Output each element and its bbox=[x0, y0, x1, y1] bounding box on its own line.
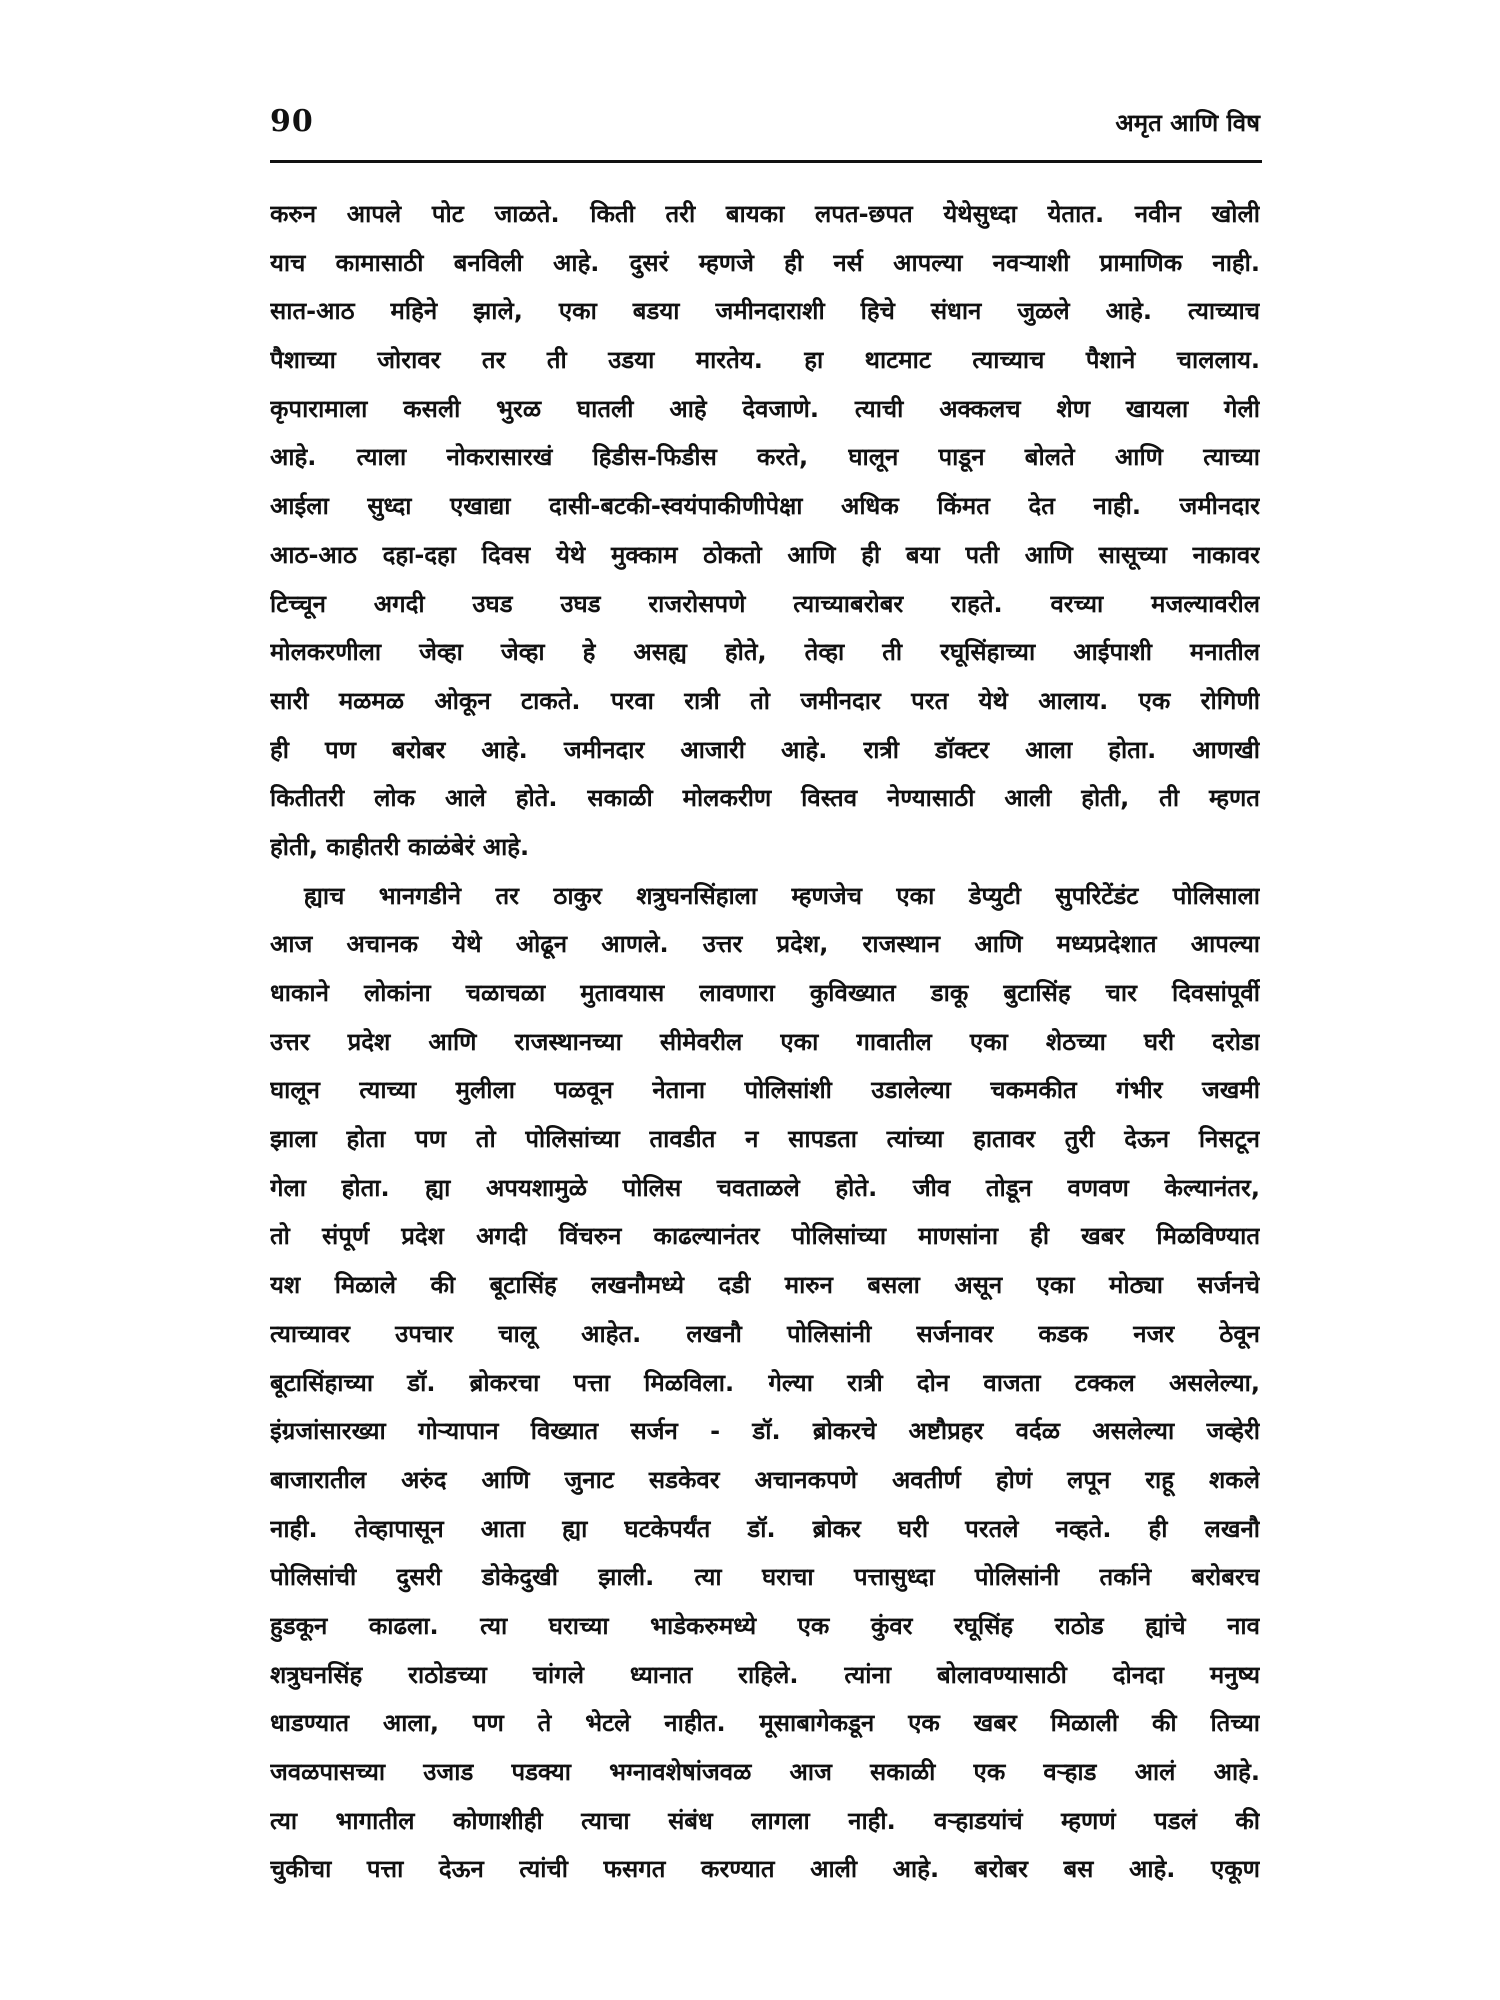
text-line: झाला होता पण तो पोलिसांच्या तावडीत न सापडता त्यांच्या हातावर तुरी देऊन निसटून bbox=[270, 1125, 1260, 1154]
text-line: आहे. त्याला नोकरासारखं हिडीस-फिडीस करते, घालून पाडून बोलते आणि त्याच्या bbox=[270, 443, 1260, 472]
text-line: नाही. तेव्हापासून आता ह्या घटकेपर्यंत डॉ. ब्रोकर घरी परतले नव्हते. ही लखनौ bbox=[270, 1514, 1260, 1543]
text-line: टिच्चून अगदी उघड उघड राजरोसपणे त्याच्याबरोबर राहते. वरच्या मजल्यावरील bbox=[270, 589, 1260, 618]
running-title: अमृत आणि विष bbox=[1115, 109, 1260, 137]
text-line: आईला सुध्दा एखाद्या दासी-बटकी-स्वयंपाकीणीपेक्षा अधिक किंमत देत नाही. जमीनदार bbox=[270, 492, 1260, 521]
text-line: इंग्रजांसारख्या गोऱ्यापान विख्यात सर्जन - डॉ. ब्रोकरचे अष्टौप्रहर वर्दळ असलेल्या जव्हेरी bbox=[270, 1417, 1260, 1446]
text-line: उत्तर प्रदेश आणि राजस्थानच्या सीमेवरील एका गावातील एका शेठच्या घरी दरोडा bbox=[270, 1027, 1260, 1056]
text-line: करुन आपले पोट जाळते. किती तरी बायका लपत-छपत येथेसुध्दा येतात. नवीन खोली bbox=[270, 200, 1260, 228]
text-line: पोलिसांची दुसरी डोकेदुखी झाली. त्या घराचा पत्तासुध्दा पोलिसांनी तर्काने बरोबरच bbox=[270, 1563, 1260, 1592]
paragraph-end-line: होती, काहीतरी काळंबेरं आहे. bbox=[270, 832, 530, 861]
text-line: हुडकून काढला. त्या घराच्या भाडेकरुमध्ये एक कुंवर रघूसिंह राठोड ह्यांचे नाव bbox=[270, 1611, 1260, 1640]
text-line: चुकीचा पत्ता देऊन त्यांची फसगत करण्यात आली आहे. बरोबर बस आहे. एकूण bbox=[270, 1855, 1260, 1884]
text-line: जवळपासच्या उजाड पडक्या भग्नावशेषांजवळ आज सकाळी एक वऱ्हाड आलं आहे. bbox=[270, 1758, 1260, 1786]
page-number: 90 bbox=[270, 104, 314, 139]
text-line: गेला होता. ह्या अपयशामुळे पोलिस चवताळले होते. जीव तोडून वणवण केल्यानंतर, bbox=[270, 1173, 1260, 1202]
text-line: बूटासिंहाच्या डॉ. ब्रोकरचा पत्ता मिळविला. गेल्या रात्री दोन वाजता टक्कल असलेल्या, bbox=[270, 1368, 1260, 1397]
header-rule bbox=[270, 160, 1262, 163]
text-line: तो संपूर्ण प्रदेश अगदी विंचरुन काढल्यानंतर पोलिसांच्या माणसांना ही खबर मिळविण्यात bbox=[270, 1222, 1260, 1251]
text-line: सात-आठ महिने झाले, एका बडया जमीनदाराशी हिचे संधान जुळले आहे. त्याच्याच bbox=[270, 297, 1260, 326]
text-line: आठ-आठ दहा-दहा दिवस येथे मुक्काम ठोकतो आणि ही बया पती आणि सासूच्या नाकावर bbox=[270, 540, 1260, 569]
text-line: पैशाच्या जोरावर तर ती उडया मारतेय. हा थाटमाट त्याच्याच पैशाने चाललाय. bbox=[270, 346, 1260, 375]
text-line: धाडण्यात आला, पण ते भेटले नाहीत. मूसाबागेकडून एक खबर मिळाली की तिच्या bbox=[270, 1709, 1260, 1738]
text-line: शत्रुघनसिंह राठोडच्या चांगले ध्यानात राहिले. त्यांना बोलावण्यासाठी दोनदा मनुष्य bbox=[270, 1660, 1260, 1689]
text-line: बाजारातील अरुंद आणि जुनाट सडकेवर अचानकपणे अवतीर्ण होणं लपून राहू शकले bbox=[270, 1465, 1260, 1494]
text-line: त्याच्यावर उपचार चालू आहेत. लखनौ पोलिसांनी सर्जनावर कडक नजर ठेवून bbox=[270, 1319, 1260, 1348]
text-line: कितीतरी लोक आले होते. सकाळी मोलकरीण विस्तव नेण्यासाठी आली होती, ती म्हणत bbox=[270, 784, 1260, 813]
text-line: सारी मळमळ ओकून टाकते. परवा रात्री तो जमीनदार परत येथे आलाय. एक रोगिणी bbox=[270, 686, 1260, 715]
text-line: कृपारामाला कसली भुरळ घातली आहे देवजाणे. त्याची अक्कलच शेण खायला गेली bbox=[270, 394, 1260, 423]
text-line: मोलकरणीला जेव्हा जेव्हा हे असह्य होते, तेव्हा ती रघूसिंहाच्या आईपाशी मनातील bbox=[270, 638, 1260, 667]
text-line: आज अचानक येथे ओढून आणले. उत्तर प्रदेश, राजस्थान आणि मध्यप्रदेशात आपल्या bbox=[270, 930, 1260, 959]
body-text bbox=[270, 190, 1260, 1894]
page-header bbox=[270, 104, 1260, 160]
paragraph-start-line: ह्याच भानगडीने तर ठाकुर शत्रुघनसिंहाला म्हणजेच एका डेप्युटी सुपरिटेंडंट पोलिसाला bbox=[304, 881, 1260, 910]
text-line: याच कामासाठी बनविली आहे. दुसरं म्हणजे ही नर्स आपल्या नवऱ्याशी प्रामाणिक नाही. bbox=[270, 248, 1260, 277]
text-line: घालून त्याच्या मुलीला पळवून नेताना पोलिसांशी उडालेल्या चकमकीत गंभीर जखमी bbox=[270, 1076, 1260, 1105]
text-line: ही पण बरोबर आहे. जमीनदार आजारी आहे. रात्री डॉक्टर आला होता. आणखी bbox=[270, 735, 1260, 764]
text-line: धाकाने लोकांना चळाचळा मुतावयास लावणारा कुविख्यात डाकू बुटासिंह चार दिवसांपूर्वी bbox=[270, 979, 1260, 1007]
text-line: त्या भागातील कोणाशीही त्याचा संबंध लागला नाही. वऱ्हाडयांचं म्हणणं पडलं की bbox=[270, 1806, 1260, 1835]
text-line: यश मिळाले की बूटासिंह लखनौमध्ये दडी मारुन बसला असून एका मोठ्या सर्जनचे bbox=[270, 1271, 1260, 1300]
